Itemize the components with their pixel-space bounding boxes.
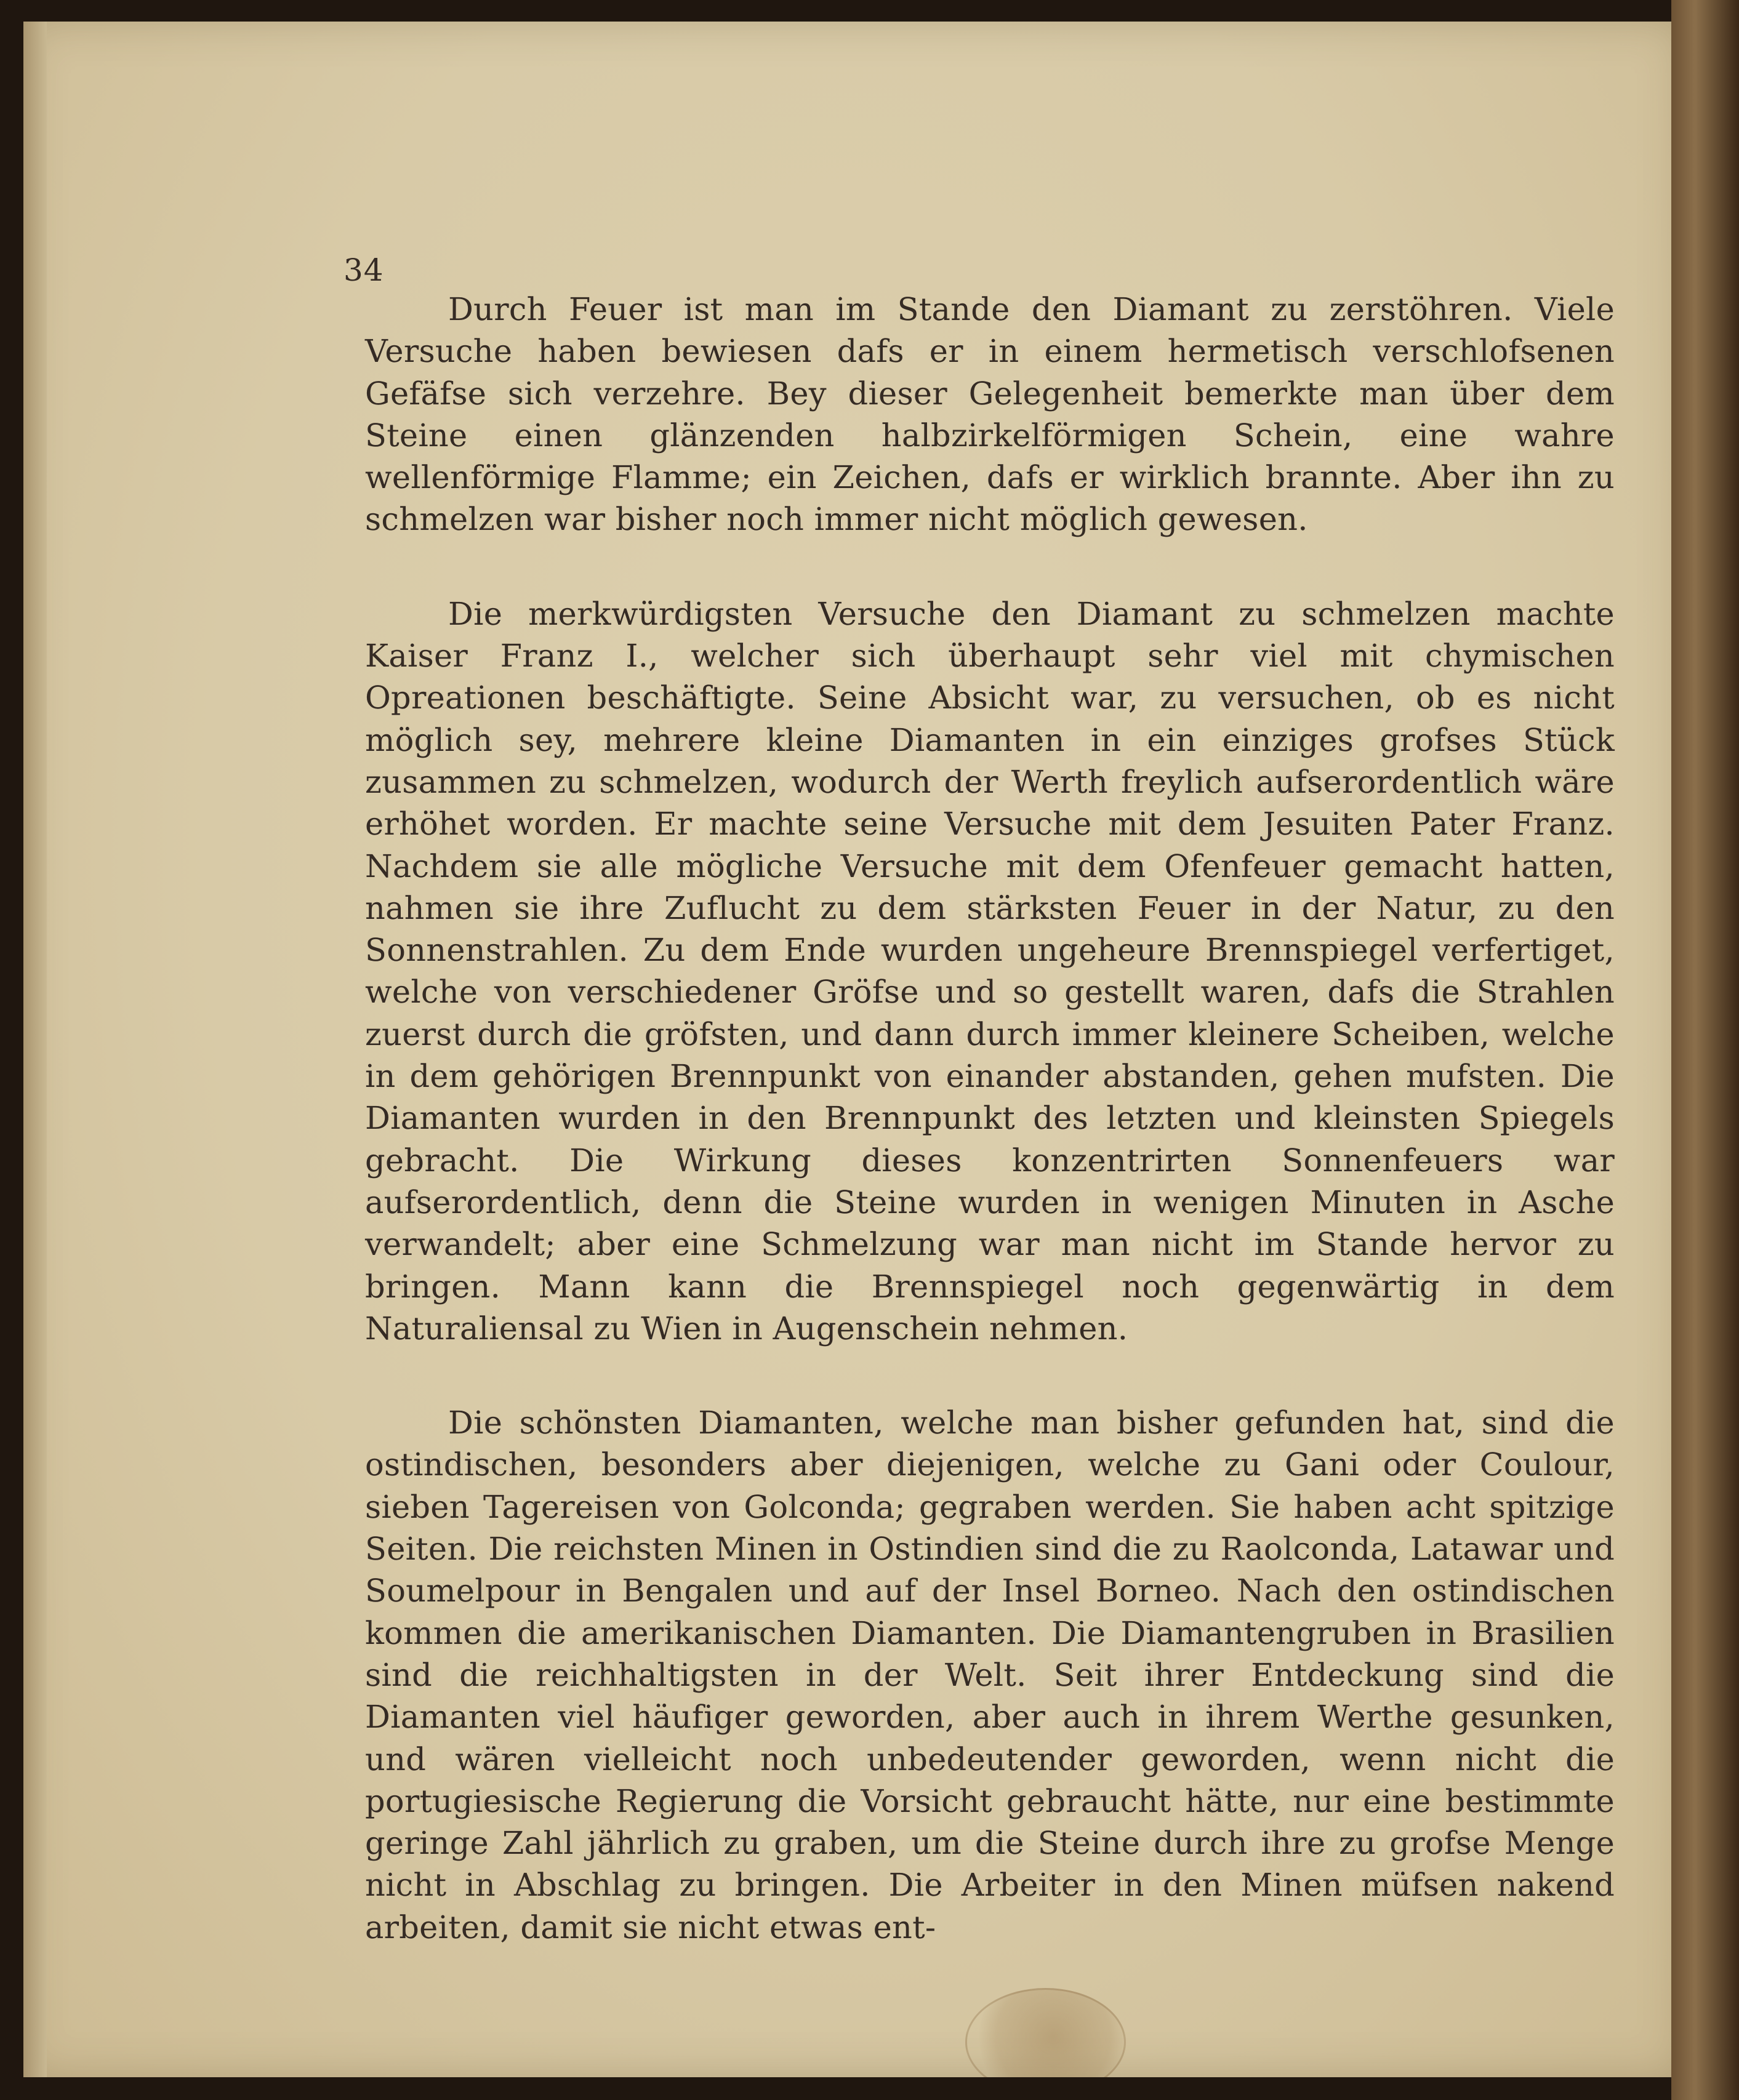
paragraph-3: Die schönsten Diamanten, welche man bisher gefunden hat, sind die ostindischen, besonders aber diejenigen, welche zu Gani oder Coulour, sieben Tagereisen von Golconda; gegraben werden. Sie haben acht spitzige Seiten. Die reichsten Minen in Ostindien sind die zu Raolconda, Latawar und Soumelpour in Bengalen und auf der Insel Borneo. Nach den ostindischen kommen die amerikanischen Diamanten. Die Diamantengruben in Brasilien sind die reichhaltigsten in der Welt. Seit ihrer Entdeckung sind die Diamanten viel häufiger geworden, aber auch in ihrem Werthe gesunken, und wären vielleicht noch unbedeutender geworden, wenn nicht die portugiesische Regierung die Vorsicht gebraucht hätte, nur eine bestimmte geringe Zahl jährlich zu graben, um die Steine durch ihre zu grofse Menge nicht in Abschlag zu bringen. Die Arbeiter in den Minen müfsen nakend arbeiten, damit sie nicht etwas ent-	[365, 1405, 1615, 1946]
paragraph-1: Durch Feuer ist man im Stande den Diamant zu zerstöhren. Viele Versuche haben bewiesen dafs er in einem hermetisch verschlofsenen Gefäfse sich verzehre. Bey dieser Gelegenheit bemerkte man über dem Steine einen glänzenden halbzirkelförmigen Schein, eine wahre wellenförmige Flamme; ein Zeichen, dafs er wirklich brannte. Aber ihn zu schmelzen war bisher noch immer nicht möglich gewesen.	[365, 292, 1615, 539]
next-page-edge	[1671, 0, 1739, 2100]
water-stain	[965, 1988, 1126, 2077]
main-text	[365, 289, 1615, 1949]
paragraph-2: Die merkwürdigsten Versuche den Diamant zu schmelzen machte Kaiser Franz I., welcher sich überhaupt sehr viel mit chymischen Opreationen beschäftigte. Seine Absicht war, zu versuchen, ob es nicht möglich sey, mehrere kleine Diamanten in ein einziges grofses Stück zusammen zu schmelzen, wodurch der Werth freylich aufserordentlich wäre erhöhet worden. Er machte seine Versuche mit dem Jesuiten Pater Franz. Nachdem sie alle mögliche Versuche mit dem Ofenfeuer gemacht hatten, nahmen sie ihre Zuflucht zu dem stärksten Feuer in der Natur, zu den Sonnenstrahlen. Zu dem Ende wurden ungeheure Brennspiegel verfertiget, welche von verschiedener Gröfse und so gestellt waren, dafs die Strahlen zuerst durch die gröfsten, und dann durch immer kleinere Scheiben, welche in dem gehörigen Brennpunkt von einander abstanden, gehen mufsten. Die Diamanten wurden in den Brennpunkt des letzten und kleinsten Spiegels gebracht. Die Wirkung dieses konzentrirten Sonnenfeuers war aufserordentlich, denn die Steine wurden in wenigen Minuten in Asche verwandelt; aber eine Schmelzung war man nicht im Stande hervor zu bringen. Mann kann die Brennspiegel noch gegenwärtig in dem Naturaliensal zu Wien in Augenschein nehmen.	[365, 596, 1615, 1347]
page-number: 34	[343, 252, 384, 288]
page-fold	[23, 22, 47, 2077]
paper-page	[23, 22, 1682, 2077]
